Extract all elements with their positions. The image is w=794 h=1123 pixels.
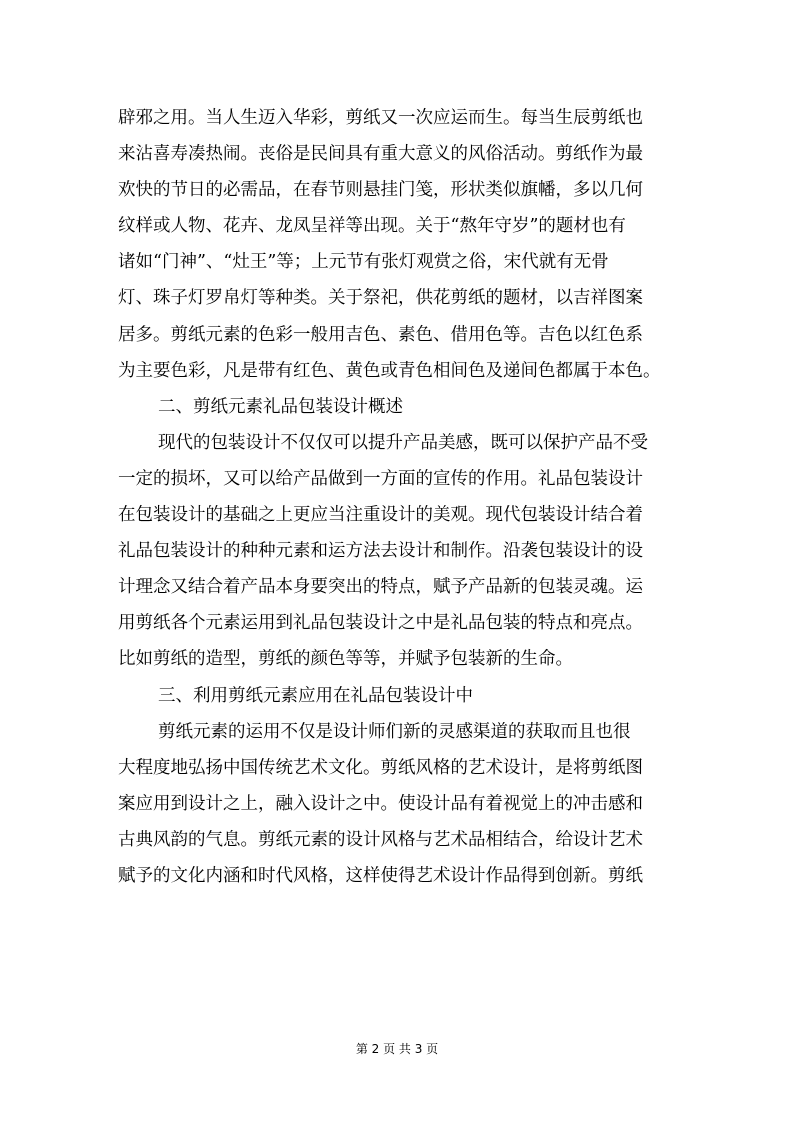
text-line: 灯、珠子灯罗帛灯等种类。关于祭祀，供花剪纸的题材，以吉祥图案 xyxy=(118,288,643,309)
section-heading: 三、利用剪纸元素应用在礼品包装设计中 xyxy=(158,685,473,706)
text-line: 一定的损坏，又可以给产品做到一方面的宣传的作用。礼品包装设计 xyxy=(118,468,643,489)
text-line: 大程度地弘扬中国传统艺术文化。剪纸风格的艺术设计，是将剪纸图 xyxy=(118,757,643,778)
text-line: 辟邪之用。当人生迈入华彩，剪纸又一次应运而生。每当生辰剪纸也 xyxy=(118,108,643,128)
text-line: 来沾喜寿凑热闹。丧俗是民间具有重大意义的风俗活动。剪纸作为最 xyxy=(118,144,643,165)
body-text xyxy=(118,100,688,894)
text-line: 欢快的节日的必需品，在春节则悬挂门笺，形状类似旗幡，多以几何 xyxy=(118,180,643,201)
text-line: 纹样或人物、花卉、龙凤呈祥等出现。关于“熬年守岁”的题材也有 xyxy=(118,216,626,237)
text-line: 赋予的文化内涵和时代风格，这样使得艺术设计作品得到创新。剪纸 xyxy=(118,865,643,886)
text-line: 计理念又结合着产品本身要突出的特点，赋予产品新的包装灵魂。运 xyxy=(118,577,643,598)
page-footer: 第 2 页 共 3 页 xyxy=(355,1042,439,1056)
text-line: 现代的包装设计不仅仅可以提升产品美感，既可以保护产品不受 xyxy=(158,432,648,453)
text-line: 在包装设计的基础之上更应当注重设计的美观。现代包装设计结合着 xyxy=(118,505,643,526)
text-line: 古典风韵的气息。剪纸元素的设计风格与艺术品相结合，给设计艺术 xyxy=(118,829,643,850)
text-line: 案应用到设计之上，融入设计之中。使设计品有着视觉上的冲击感和 xyxy=(118,793,643,814)
text-line: 诸如“门神”、“灶王”等；上元节有张灯观赏之俗，宋代就有无骨 xyxy=(118,252,609,273)
section-heading: 二、剪纸元素礼品包装设计概述 xyxy=(158,396,403,417)
text-line: 比如剪纸的造型，剪纸的颜色等等，并赋予包装新的生命。 xyxy=(118,649,573,670)
text-line: 居多。剪纸元素的色彩一般用吉色、素色、借用色等。吉色以红色系 xyxy=(118,324,643,345)
text-line: 礼品包装设计的种种元素和运方法去设计和制作。沿袭包装设计的设 xyxy=(118,541,643,562)
text-line: 剪纸元素的运用不仅是设计师们新的灵感渠道的获取而且也很 xyxy=(158,721,631,742)
text-line: 为主要色彩，凡是带有红色、黄色或青色相间色及递间色都属于本色。 xyxy=(118,360,661,381)
text-line: 用剪纸各个元素运用到礼品包装设计之中是礼品包装的特点和亮点。 xyxy=(118,613,643,634)
